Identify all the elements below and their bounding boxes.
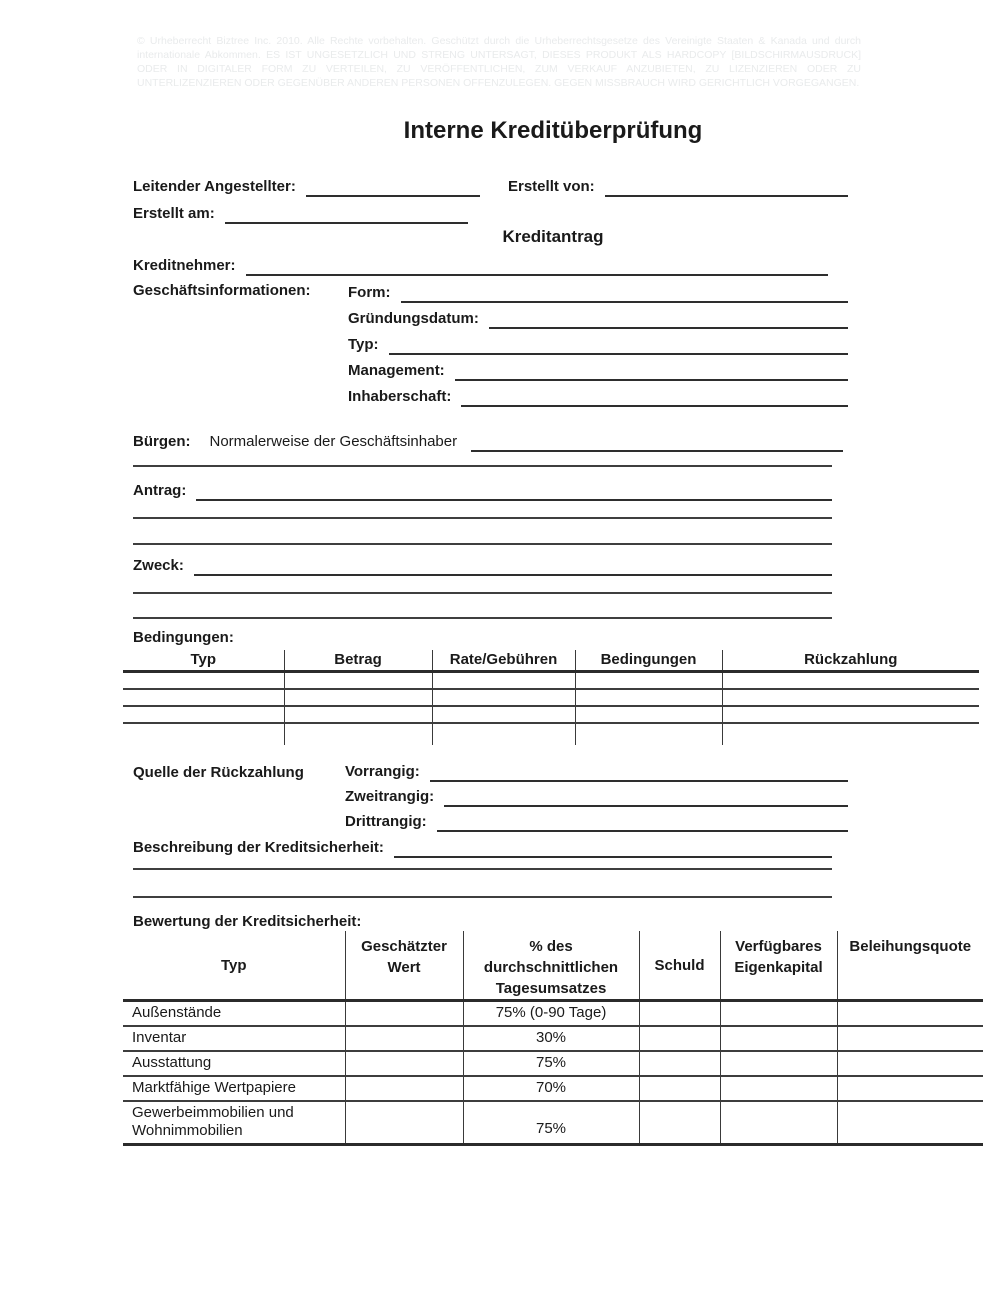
table-row-real-estate	[123, 1101, 983, 1145]
purpose-blank-line	[194, 560, 832, 576]
cell-debt	[639, 1026, 720, 1051]
business-founding-date-label: Gründungsdatum:	[348, 310, 479, 327]
conditions-header-rate-fees: Rate/Gebühren	[432, 650, 575, 672]
empty-cell	[722, 689, 979, 706]
empty-cell	[123, 672, 284, 689]
priority-tertiary-label: Drittrangig:	[345, 813, 427, 830]
conditions-empty-row	[123, 706, 979, 723]
purpose-extra-line-2	[133, 617, 832, 619]
field-row-priority-primary	[345, 760, 848, 782]
empty-cell	[123, 689, 284, 706]
conditions-header-amount: Betrag	[284, 650, 432, 672]
conditions-header-repayment: Rückzahlung	[722, 650, 979, 672]
cell-ltv	[837, 1076, 983, 1101]
stub-cell	[284, 723, 432, 745]
borrower-blank-line	[246, 260, 828, 276]
priority-tertiary-blank-line	[437, 816, 848, 832]
empty-cell	[432, 672, 575, 689]
cell-pct-daily-turnover: 30%	[463, 1026, 639, 1051]
field-row-business-type	[348, 333, 848, 355]
business-ownership-blank-line	[461, 391, 848, 407]
cell-available-equity	[720, 1026, 837, 1051]
evaluation-header-available-equity: Verfügbares Eigenkapital	[720, 931, 837, 1001]
cell-estimated-value	[345, 1051, 463, 1076]
cell-type: Marktfähige Wertpapiere	[123, 1076, 345, 1101]
cell-ltv	[837, 1001, 983, 1026]
field-row-business-form	[348, 281, 848, 303]
cell-debt	[639, 1101, 720, 1145]
request-extra-line-2	[133, 543, 832, 545]
collateral-description-blank-line	[394, 842, 832, 858]
purpose-extra-line-1	[133, 592, 832, 594]
field-row-prepared-on	[133, 202, 468, 224]
business-form-blank-line	[401, 287, 849, 303]
cell-debt	[639, 1051, 720, 1076]
empty-cell	[722, 706, 979, 723]
empty-cell	[722, 672, 979, 689]
evaluation-header-row	[123, 931, 983, 1001]
conditions-label: Bedingungen:	[133, 629, 234, 646]
field-row-priority-secondary	[345, 785, 848, 807]
guarantors-extra-line	[133, 465, 832, 467]
field-row-business-founding-date	[348, 307, 848, 329]
cell-type: Inventar	[123, 1026, 345, 1051]
conditions-table	[123, 650, 979, 745]
table-row-inventory	[123, 1026, 983, 1051]
cell-estimated-value	[345, 1101, 463, 1145]
cell-estimated-value	[345, 1001, 463, 1026]
cell-pct-daily-turnover: 70%	[463, 1076, 639, 1101]
cell-pct-daily-turnover: 75%	[463, 1051, 639, 1076]
empty-cell	[575, 672, 722, 689]
repayment-source-label: Quelle der Rückzahlung	[133, 764, 304, 781]
request-extra-line-1	[133, 517, 832, 519]
cell-ltv	[837, 1051, 983, 1076]
prepared-on-label: Erstellt am:	[133, 205, 215, 222]
copyright-watermark: © Urheberrecht Biztree Inc. 2010. Alle Rechte vorbehalten. Geschützt durch die Urheberrechtsgesetze des Vereinigte Staaten & Kanada und durch internationale Abkommen. ES IST UNGESETZLICH UND STRENG UNTERSAGT, DIESES PRODUKT ALS HARDCOPY [BILDSCHIRMAUSDRUCK] ODER IN DIGITALER FORM ZU VERTEILEN, ZU VERÖFFENTLICHEN, ZUM VERKAUF ANZUBIETEN, ZU LIZENZIEREN ODER ZU UNTERLIZENZIEREN ODER GEGENÜBER ANDEREN PERSONEN OFFENZULEGEN. GEGEN MISSBRAUCH WIRD GERICHTLICH VORGEGANGEN.	[137, 35, 861, 89]
evaluation-header-debt: Schuld	[639, 931, 720, 1001]
cell-pct-daily-turnover: 75%	[463, 1101, 639, 1145]
conditions-empty-row	[123, 672, 979, 689]
cell-type: Ausstattung	[123, 1051, 345, 1076]
empty-cell	[284, 689, 432, 706]
field-row-prepared-by	[508, 175, 848, 197]
business-form-label: Form:	[348, 284, 391, 301]
empty-cell	[432, 706, 575, 723]
priority-secondary-label: Zweitrangig:	[345, 788, 435, 805]
field-row-guarantors	[133, 430, 843, 452]
business-info-label: Geschäftsinformationen:	[133, 282, 311, 299]
stub-cell	[575, 723, 722, 745]
field-row-priority-tertiary	[345, 810, 848, 832]
purpose-label: Zweck:	[133, 557, 184, 574]
cell-estimated-value	[345, 1026, 463, 1051]
table-row-equipment	[123, 1051, 983, 1076]
priority-primary-blank-line	[430, 766, 848, 782]
evaluation-header-estimated-value: Geschätzter Wert	[345, 931, 463, 1001]
document-title: Interne Kreditüberprüfung	[403, 117, 703, 144]
evaluation-table	[123, 931, 983, 1146]
empty-cell	[284, 706, 432, 723]
field-row-purpose	[133, 554, 832, 576]
collateral-extra-line-1	[133, 868, 832, 870]
cell-pct-daily-turnover: 75% (0-90 Tage)	[463, 1001, 639, 1026]
priority-secondary-blank-line	[444, 791, 848, 807]
cell-debt	[639, 1076, 720, 1101]
cell-available-equity	[720, 1101, 837, 1145]
empty-cell	[575, 706, 722, 723]
request-label: Antrag:	[133, 482, 187, 499]
collateral-extra-line-2	[133, 896, 832, 898]
priority-primary-label: Vorrangig:	[345, 763, 420, 780]
request-blank-line	[196, 485, 832, 501]
evaluation-header-type: Typ	[123, 931, 345, 1001]
guarantors-label: Bürgen:	[133, 433, 191, 450]
evaluation-header-pct-daily-turnover: % des durchschnittlichen Tagesumsatzes	[463, 931, 639, 1001]
cell-available-equity	[720, 1076, 837, 1101]
empty-cell	[432, 689, 575, 706]
cell-available-equity	[720, 1001, 837, 1026]
conditions-empty-row	[123, 689, 979, 706]
stub-cell	[123, 723, 284, 745]
field-row-business-management	[348, 359, 848, 381]
prepared-by-blank-line	[605, 181, 848, 197]
business-ownership-label: Inhaberschaft:	[348, 388, 452, 405]
conditions-header-conditions: Bedingungen	[575, 650, 722, 672]
business-type-blank-line	[389, 339, 848, 355]
field-row-business-ownership	[348, 385, 848, 407]
cell-ltv	[837, 1101, 983, 1145]
business-management-blank-line	[455, 365, 848, 381]
table-row-marketable-securities	[123, 1076, 983, 1101]
prepared-on-blank-line	[225, 208, 468, 224]
business-type-label: Typ:	[348, 336, 379, 353]
cell-type: Außenstände	[123, 1001, 345, 1026]
business-founding-date-blank-line	[489, 313, 848, 329]
section-title-loan-application: Kreditantrag	[502, 227, 604, 246]
conditions-header-row	[123, 650, 979, 672]
guarantors-note: Normalerweise der Geschäftsinhaber	[209, 433, 458, 450]
field-row-collateral-description	[133, 836, 832, 858]
officer-blank-line	[306, 181, 480, 197]
cell-debt	[639, 1001, 720, 1026]
field-row-request	[133, 479, 832, 501]
evaluation-label: Bewertung der Kreditsicherheit:	[133, 913, 362, 930]
business-management-label: Management:	[348, 362, 445, 379]
cell-type: Gewerbeimmobilien und Wohnimmobilien	[123, 1101, 345, 1145]
stub-cell	[722, 723, 979, 745]
empty-cell	[123, 706, 284, 723]
conditions-header-type: Typ	[123, 650, 284, 672]
officer-label: Leitender Angestellter:	[133, 178, 296, 195]
collateral-description-label: Beschreibung der Kreditsicherheit:	[133, 839, 384, 856]
prepared-by-label: Erstellt von:	[508, 178, 595, 195]
evaluation-header-ltv: Beleihungsquote	[837, 931, 983, 1001]
stub-cell	[432, 723, 575, 745]
table-row-receivables	[123, 1001, 983, 1026]
guarantors-blank-line	[471, 436, 843, 452]
conditions-stub-row	[123, 723, 979, 745]
field-row-borrower	[133, 254, 828, 276]
empty-cell	[575, 689, 722, 706]
cell-estimated-value	[345, 1076, 463, 1101]
borrower-label: Kreditnehmer:	[133, 257, 236, 274]
cell-available-equity	[720, 1051, 837, 1076]
field-row-officer	[133, 175, 480, 197]
empty-cell	[284, 672, 432, 689]
cell-ltv	[837, 1026, 983, 1051]
